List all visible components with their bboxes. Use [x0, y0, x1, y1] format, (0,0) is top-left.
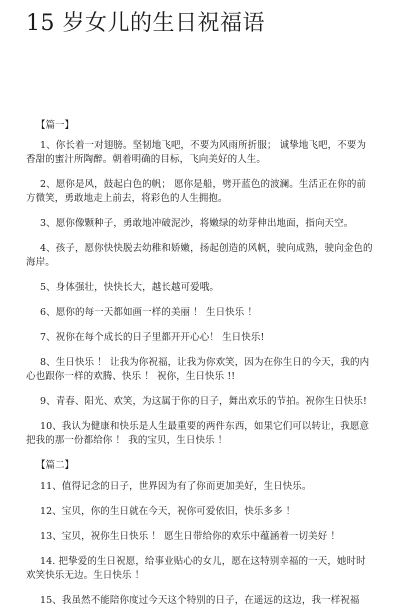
- section-one: [26, 119, 374, 448]
- paragraph-4: 4、孩子，愿你快快脱去幼稚和娇嫩，扬起创造的风帆，驶向成熟，驶向金色的海岸。: [26, 243, 373, 268]
- paragraph-8: 8、生日快乐 ！ 让我为你祝福，让我为你欢笑，因为在你生日的今天，我的内心也跟你一样的欢腾、快乐 ！ 祝你，生日快乐 !!: [26, 357, 370, 382]
- page-title: 15 岁女儿的生日祝福语: [26, 11, 265, 36]
- paragraph-13: 13、宝贝，祝你生日快乐 ！ 愿生日带给你的欢乐中蕴涵着一切美好 ！: [40, 531, 341, 542]
- paragraph-10: 10、我认为健康和快乐是人生最重要的两件东西，如果它们可以转让，我愿意把我的那一份都给你 ！ 我的宝贝，生日快乐 ！: [26, 421, 370, 446]
- paragraph-6: 6、愿你的每一天都如画一样的美丽 ！ 生日快乐 ！: [40, 307, 258, 318]
- paragraph-9: 9、青春、阳光、欢笑，为这属于你的日子，舞出欢乐的节拍。祝你生日快乐!: [40, 396, 367, 407]
- paragraph-3: 3、愿你像颗种子，勇敢地冲破泥沙，将嫩绿的幼芽伸出地面，指向天空。: [40, 218, 354, 229]
- paragraph-1: 1、你长着一对翅膀。坚韧地飞吧，不要为风雨所折服； 诚挚地飞吧，不要为香甜的蜜汁所陶醉。朝着明确的目标，飞向美好的人生。: [26, 140, 367, 165]
- paragraph-11: 11、值得记念的日子，世界因为有了你而更加美好，生日快乐。: [40, 481, 312, 492]
- paragraph-12: 12、宝贝，你的生日就在今天，祝你可爱依旧，快乐多多 ！: [40, 506, 296, 517]
- paragraph-15: 15、我虽然不能陪你度过今天这个特别的日子，在遥远的这边，我一样祝福: [40, 595, 360, 606]
- paragraph-2: 2、愿你是风，鼓起白色的帆； 愿你是船，劈开蓝色的波澜。生活正在你的前方微笑，勇敢地走上前去，将彩色的人生拥抱。: [26, 179, 367, 204]
- section-heading: 【篇一】: [36, 120, 75, 131]
- paragraph-5: 5、身体强壮，快快长大，越长越可爱哦。: [40, 282, 219, 293]
- section-two: [26, 459, 374, 608]
- paragraph-7: 7、祝你在每个成长的日子里都开开心心！ 生日快乐!: [40, 332, 265, 343]
- section-heading: 【篇二】: [36, 460, 75, 471]
- blank-space: [26, 53, 374, 119]
- paragraph-14: 14. 把挚爱的生日祝愿，给事业贴心的女儿，愿在这特别幸福的一天，她时时欢笑快乐无边。生日快乐 ！: [26, 556, 366, 581]
